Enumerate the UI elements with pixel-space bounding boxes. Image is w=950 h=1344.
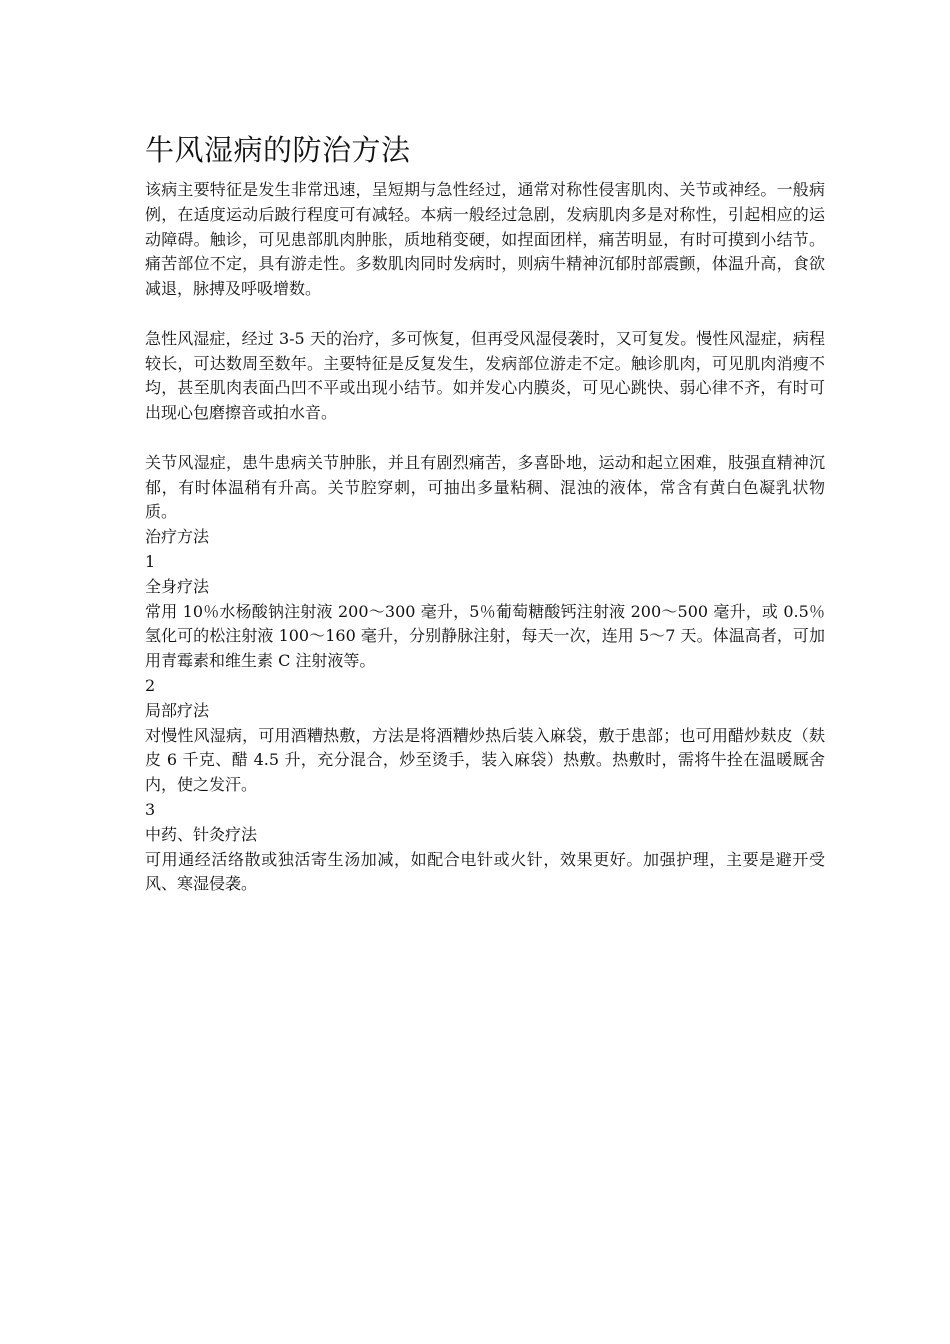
- treatment-text: 可用通经活络散或独活寄生汤加减，如配合电针或火针，效果更好。加强护理，主要是避开受风、寒湿侵袭。: [145, 849, 825, 894]
- document-title: 牛风湿病的防治方法: [145, 133, 411, 167]
- paragraph-spacer: [145, 302, 825, 327]
- intro-paragraph: 该病主要特征是发生非常迅速，呈短期与急性经过，通常对称性侵害肌肉、关节或神经。一般病例，在适度运动后跛行程度可有减轻。本病一般经过急剧，发病肌肉多是对称性，引起相应的运动障碍。触诊，可见患部肌肉肿胀，质地稍变硬，如捏面团样，痛苦明显，有时可摸到小结节。痛苦部位不定，具有游走性。多数肌肉同时发病时，则病牛精神沉郁肘部震颤，体温升高，食欲减退，脉搏及呼吸增数。: [145, 180, 825, 299]
- joint-paragraph: 关节风湿症，患牛患病关节肿胀，并且有剧烈痛苦，多喜卧地，运动和起立困难，肢强直精神沉郁，有时体温稍有升高。关节腔穿刺，可抽出多量粘稠、混浊的液体，常含有黄白色凝乳状物质。: [145, 452, 825, 522]
- treatment-name: 全身疗法: [145, 576, 210, 596]
- treatment-heading: 治疗方法: [145, 527, 210, 547]
- paragraph-spacer: [145, 426, 825, 451]
- treatment-name: 中药、针灸疗法: [145, 824, 258, 844]
- treatment-number: 3: [145, 799, 156, 819]
- treatment-text: 对慢性风湿病，可用酒糟热敷，方法是将酒糟炒热后装入麻袋，敷于患部；也可用醋炒麸皮（麸皮 6 千克、醋 4.5 升，充分混合，炒至烫手，装入麻袋）热敷。热敷时，需将牛拴在温暖厩舍内，使之发汗。: [145, 725, 825, 795]
- acute-paragraph: 急性风湿症，经过 3-5 天的治疗，多可恢复，但再受风湿侵袭时，又可复发。慢性风湿症，病程较长，可达数周至数年。主要特征是反复发生，发病部位游走不定。触诊肌肉，可见肌肉消瘦不均，甚至肌肉表面凸凹不平或出现小结节。如并发心内膜炎，可见心跳快、弱心律不齐，有时可出现心包磨擦音或拍水音。: [145, 328, 825, 423]
- treatment-name: 局部疗法: [145, 700, 210, 720]
- treatment-number: 1: [145, 551, 156, 571]
- treatment-number: 2: [145, 675, 156, 695]
- document-page: [145, 128, 825, 897]
- treatment-text: 常用 10％水杨酸钠注射液 200～300 毫升，5％葡萄糖酸钙注射液 200～500 毫升，或 0.5％氢化可的松注射液 100～160 毫升，分别静脉注射，每天一次，连用 5～7 天。体温高者，可加用青霉素和维生素 C 注射液等。: [145, 601, 825, 671]
